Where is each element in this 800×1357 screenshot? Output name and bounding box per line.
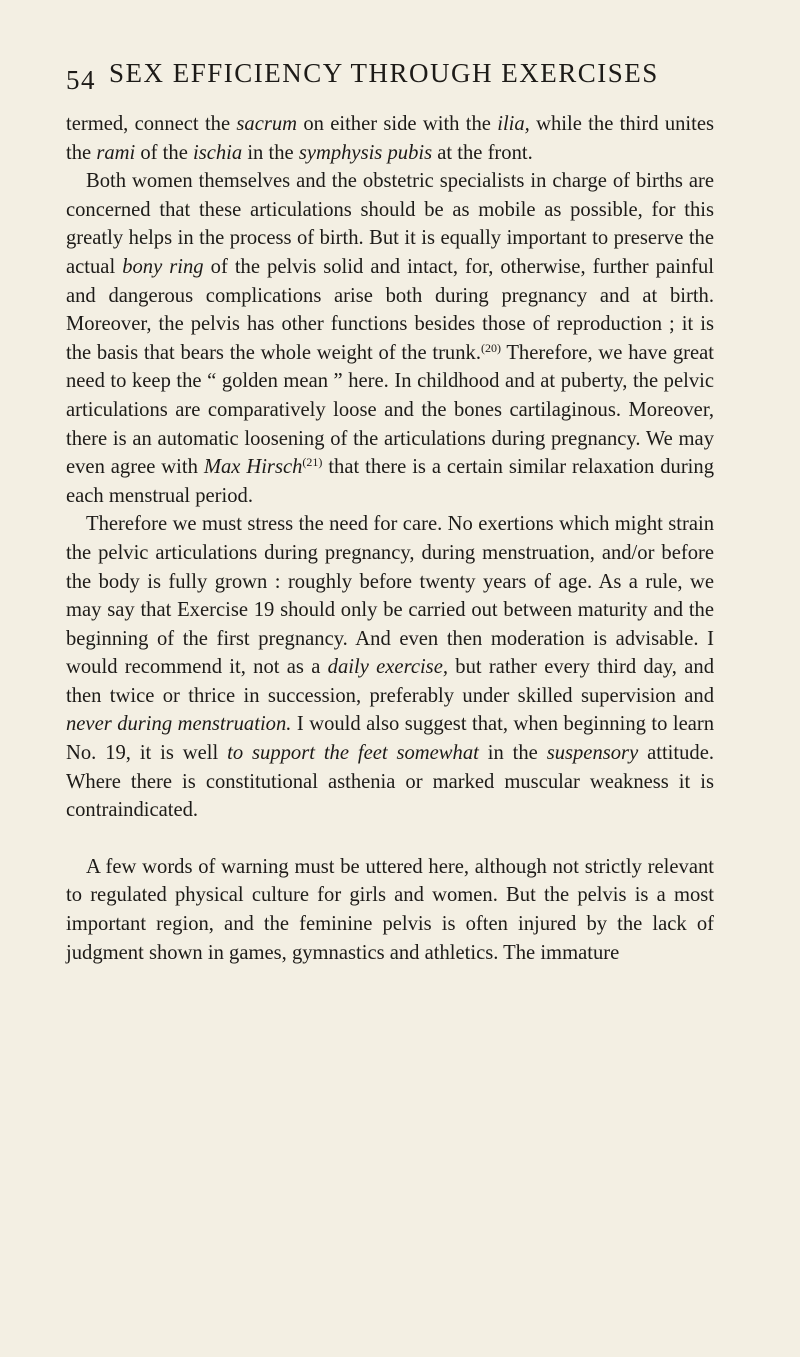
text-span: of the [135,141,193,164]
italic-term: ilia, [497,113,530,135]
text-span: termed, connect the [66,113,237,135]
italic-term: bony ring [122,255,204,278]
italic-term: rami [96,141,136,164]
text-span: but rather every third day, and then twice or thrice in succession, preferably under skilled supervision and [66,656,714,707]
text-span: Both women themselves and the obstetric specialists in charge of births are concerned that these articulations should be as mobile as possible, for this greatly helps in the process of birth. But it is equally important to preserve the actual [66,170,714,278]
italic-term: symphysis pubis [298,141,433,164]
running-header [66,58,746,95]
italic-term: daily exercise, [327,656,448,679]
text-span: I would also suggest that, when beginning to learn No. 19, it is well [66,713,715,765]
footnote-ref: (21) [302,455,323,470]
text-span: in the [478,742,547,765]
text-span: Therefore, we have great need to keep the “ golden mean ” here. In childhood and at puberty, the pelvic articulations are comparatively loose and the bones cartilaginous. Moreover, there is an automatic loosening of the articulations during pregnancy. We may even agree with [66,341,714,479]
text-span: on either side with the [297,113,498,135]
text-span: Therefore we must stress the need for care. No exertions which might strain the pelvic articulations during pregnancy, during menstruation, and/or before the body is fully grown : roughly before twenty years of age. As a rule, we may say that Exercise 19 should only be carried out between maturity and the beginning of the first pregnancy. And even then moderation is advisable. I would recommend it, not as a [66,513,714,679]
paragraph-3 [66,510,714,825]
footnote-ref: (20) [480,340,501,355]
body-text [66,110,714,967]
text-span: that there is a certain similar relaxation during each menstrual period. [66,456,714,507]
paragraph-4 [66,853,714,967]
text-span: of the pelvis solid and intact, for, otherwise, further painful and dangerous complications arise both during pregnancy and at birth. Moreover, the pelvis has other functions besides those of reproduction ; it is the basis that bears the whole weight of the trunk. [66,255,715,364]
italic-term: never during menstruation. [66,713,292,736]
text-span: A few words of warning must be uttered here, although not strictly relevant to regulated physical culture for girls and women. But the pelvis is a most important region, and the feminine pelvis is often injured by the lack of judgment shown in games, gymnastics and athletics. The immature [66,855,714,964]
page-number: 54 [66,65,96,95]
paragraph-1 [66,110,714,167]
text-span: at the front. [432,141,533,164]
italic-term: ischia [192,141,243,164]
text-span: while the third unites the [66,113,715,164]
italic-term: Max Hirsch [203,456,303,479]
paragraph-2 [66,167,714,510]
italic-term: sacrum [236,113,298,135]
italic-term: suspensory [546,742,639,765]
italic-term: to support the feet somewhat [227,742,479,765]
text-span: in the [242,141,299,164]
text-span: attitude. Where there is constitutional asthenia or marked muscular weakness it is contraindicated. [66,742,715,822]
running-title: SEX EFFICIENCY THROUGH EXERCISES [109,58,659,88]
